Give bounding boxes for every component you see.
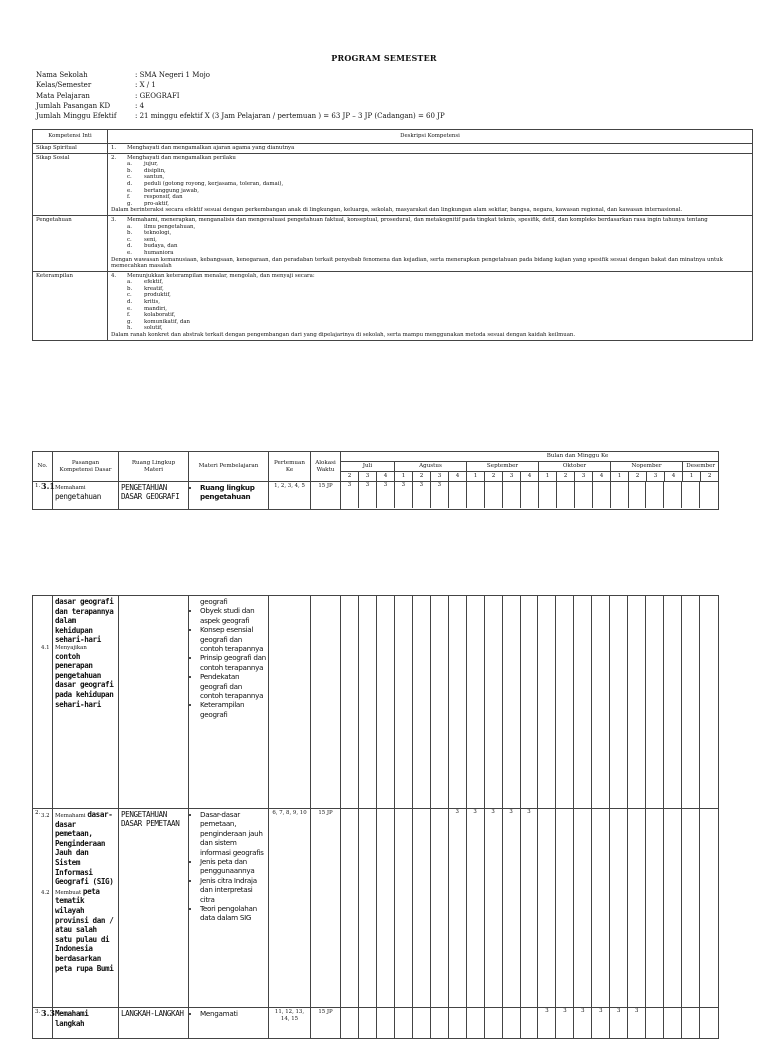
week-header: 2 <box>701 472 719 482</box>
month-header: Agustus <box>395 462 467 472</box>
list-item: b. teknologi, <box>127 230 172 237</box>
week-cell <box>610 596 628 808</box>
info-label: Nama Sekolah <box>36 71 88 79</box>
ki-description: 1. Menghayati dan mengamalkan ajaran agama yang dianutnya <box>108 144 753 154</box>
alokasi: 15 JP <box>311 1008 341 1039</box>
kd-verb: Menyajikan <box>55 644 87 651</box>
week-cell <box>538 809 556 1007</box>
kd-number: 4.1 <box>41 644 50 651</box>
header-bulan: Bulan dan Minggu Ke <box>341 452 719 462</box>
week-cell: 3 <box>503 809 521 1007</box>
month-header: Desember <box>683 462 719 472</box>
ki-name: Sikap Spiritual <box>33 144 108 154</box>
kd-verb: Membuat <box>55 889 82 896</box>
info-row <box>36 80 445 90</box>
week-cell <box>628 596 646 808</box>
week-header: 2 <box>557 472 575 482</box>
kd-cell <box>41 1008 119 1039</box>
month-header: Juli <box>341 462 395 472</box>
week-marks <box>341 596 719 809</box>
kd-verb: Memahami <box>55 813 86 819</box>
week-header: 3 <box>431 472 449 482</box>
schedule-table-header <box>32 451 719 510</box>
kd-verb: Memahami <box>55 485 86 491</box>
week-cell: 3 <box>574 1008 592 1038</box>
week-cell <box>629 482 647 508</box>
info-value: : SMA Negeri 1 Mojo <box>135 71 210 79</box>
header-alokasi: Alokasi Waktu <box>311 452 341 482</box>
week-cell <box>682 482 700 508</box>
week-cell: 3 <box>431 482 449 508</box>
row-no: 1. <box>33 482 53 510</box>
week-cell <box>682 596 700 808</box>
kd-text: tematik wilayah provinsi dan / atau salah satu pulau di Indonesia berdasarkan peta rupa Bumi <box>55 896 114 973</box>
ki-header-desc: Deskripsi Kompetensi <box>108 130 753 144</box>
materi-item: • Keterampilan geografi <box>200 700 266 719</box>
week-cell <box>556 596 574 808</box>
kompetensi-inti-table <box>32 129 753 341</box>
week-header: 2 <box>413 472 431 482</box>
info-value: : X / 1 <box>135 81 156 90</box>
kd-text: dasar pemetaan, Penginderaan Jauh dan Sistem Informasi Geografi (SIG) <box>55 819 114 887</box>
week-cell <box>682 1008 700 1038</box>
week-cell <box>539 482 557 508</box>
list-item: h. solutif, <box>127 325 163 332</box>
week-header: 1 <box>539 472 557 482</box>
pertemuan: 11, 12, 13, 14, 15 <box>269 1008 311 1039</box>
list-item: g. pro-aktif, <box>127 200 169 207</box>
info-value: : 21 minggu efektif X (3 Jam Pelajaran / pertemuan ) = 63 JP – 3 JP (Cadangan) = 60 JP <box>135 112 445 121</box>
week-cell <box>700 809 718 1007</box>
list-item: a. efektif, <box>127 279 164 286</box>
row-no: 3. <box>33 1008 53 1039</box>
week-cell <box>611 482 629 508</box>
week-cell <box>575 482 593 508</box>
week-cell <box>556 809 574 1007</box>
ruang-lingkup: PENGETAHUAN DASAR GEOGRAFI <box>119 482 189 510</box>
ruang-lingkup: PENGETAHUAN DASAR PEMETAAN <box>119 809 189 1008</box>
week-cell: 3 <box>556 1008 574 1038</box>
ki-header-name: Kompetensi Inti <box>33 130 108 144</box>
week-cell <box>485 596 503 808</box>
week-header: 4 <box>665 472 683 482</box>
list-item: c. seni, <box>127 236 157 243</box>
page-title: PROGRAM SEMESTER <box>331 53 437 63</box>
info-label: Jumlah Minggu Efektif <box>36 112 117 121</box>
materi-list <box>189 1008 269 1039</box>
week-cell <box>485 1008 503 1038</box>
week-cell <box>449 1008 467 1038</box>
info-row <box>36 101 445 111</box>
week-cell <box>395 809 413 1007</box>
kd-number: 4.2 <box>41 889 50 896</box>
week-header: 4 <box>521 472 539 482</box>
info-row <box>36 70 445 80</box>
materi-item: • Dasar-dasar pemetaan, penginderaan jauh dan sistem informasi geografis <box>200 810 266 857</box>
info-value: : 4 <box>135 101 145 110</box>
table-row <box>33 482 719 510</box>
list-item: g. komunikatif, dan <box>127 318 191 325</box>
week-cell: 3 <box>449 809 467 1007</box>
list-item: f. kolaboratif, <box>127 312 176 319</box>
week-cell <box>359 809 377 1007</box>
list-item: a. ilmu pengetahuan, <box>127 223 196 230</box>
week-cell <box>341 596 359 808</box>
table-row <box>33 596 719 809</box>
school-info <box>36 70 445 121</box>
week-cell <box>700 596 718 808</box>
week-cell <box>700 482 718 508</box>
month-header: September <box>467 462 539 472</box>
list-item: e. mandiri, <box>127 305 167 312</box>
week-cell: 3 <box>359 482 377 508</box>
week-cell <box>592 596 610 808</box>
table-row <box>33 153 753 215</box>
list-item: c. santun, <box>127 174 165 181</box>
materi-item: • Jenis peta dan penggunaannya <box>200 857 266 876</box>
list-item: c. produktif, <box>127 292 171 299</box>
week-cell <box>610 809 628 1007</box>
week-header: 3 <box>503 472 521 482</box>
week-header: 1 <box>611 472 629 482</box>
materi-item: • Jenis citra Indraja dan interpretasi citra <box>200 876 266 904</box>
week-cell <box>574 809 592 1007</box>
ki-name: Pengetahuan <box>33 215 108 271</box>
week-header: 3 <box>647 472 665 482</box>
info-row <box>36 91 445 101</box>
week-cell <box>485 482 503 508</box>
week-cell <box>664 1008 682 1038</box>
week-cell <box>413 809 431 1007</box>
pertemuan: 6, 7, 8, 9, 10 <box>269 809 311 1008</box>
list-item: b. kreatif, <box>127 285 164 292</box>
header-ruang: Ruang Lingkup Materi <box>119 452 189 482</box>
kd-text: dasar geografi dan terapannya dalam kehidupan sehari-hari <box>55 597 114 645</box>
info-row <box>36 111 445 121</box>
week-cell <box>413 596 431 808</box>
week-cell <box>359 596 377 808</box>
list-item: b. disiplin, <box>127 167 166 174</box>
header-pertemuan: Pertemuan Ke <box>269 452 311 482</box>
week-header: 4 <box>593 472 611 482</box>
week-cell <box>664 596 682 808</box>
week-cell: 3 <box>485 809 503 1007</box>
week-cell: 3 <box>377 482 395 508</box>
week-header: 1 <box>683 472 701 482</box>
kd-number: 3.1 <box>41 481 55 491</box>
week-marks <box>341 482 719 510</box>
week-cell <box>377 809 395 1007</box>
materi-item: • Mengamati <box>200 1009 266 1018</box>
week-cell <box>431 596 449 808</box>
month-header: Nopember <box>611 462 683 472</box>
week-cell <box>395 1008 413 1038</box>
week-cell <box>521 1008 539 1038</box>
ki-name: Sikap Sosial <box>33 153 108 215</box>
table-row <box>33 1008 719 1039</box>
week-marks <box>341 809 719 1008</box>
week-marks <box>341 1008 719 1039</box>
week-cell: 3 <box>538 1008 556 1038</box>
week-header: 3 <box>359 472 377 482</box>
week-cell <box>593 482 611 508</box>
materi-item: • Prinsip geografi dan contoh terapannya <box>200 653 266 672</box>
kd-text: pengetahuan <box>55 491 101 501</box>
info-label: Jumlah Pasangan KD <box>36 101 111 110</box>
week-header: 1 <box>395 472 413 482</box>
materi-item: • Teori pengolahan data dalam SIG <box>200 904 266 923</box>
info-label: Mata Pelajaran <box>36 91 90 100</box>
month-header: Oktober <box>539 462 611 472</box>
ki-description: 4. Menunjukkan keterampilan menalar, mengolah, dan menyaji secara: a. efektif, b. kreatif, c. produktif, d. kritis, e. mandiri, f. kolaboratif, g. komunikatif, dan h. solutif, Dalam ranah konkret dan abstrak terkait dengan pengembangan dari yang dipelajarinya di sekolah, serta mampu menggunakan metoda sesuai dengan kaidah keilmuan. <box>108 271 753 340</box>
week-header: 1 <box>467 472 485 482</box>
week-cell <box>664 809 682 1007</box>
materi-list: geografi • Obyek studi dan aspek geografi • Konsep esensial geografi dan contoh terapannya • Prinsip geografi dan contoh terapannya • Pendekatan geografi dan contoh terapannya • Keterampilan geografi <box>189 596 269 809</box>
week-cell: 3 <box>413 482 431 508</box>
week-cell: 3 <box>592 1008 610 1038</box>
ki-name: Keterampilan <box>33 271 108 340</box>
header-no: No. <box>33 452 53 482</box>
schedule-table-body <box>32 595 719 1039</box>
ki-description: 2. Menghayati dan mengamalkan perilaku a. jujur, b. disiplin, c. santun, d. peduli (gotong royong, kerjasama, toleran, damai), e. bertanggung jawab, f. responsif, dan g. pro-aktif, Dalam berinteraksi secara efektif sesuai dengan perkembangan anak di lingkungan, keluarga, sekolah, masyarakat dan lingkungan alam sekitar, bangsa, negara, kawasan regional, dan kawasan internasional. <box>108 153 753 215</box>
week-cell <box>395 596 413 808</box>
list-item: d. peduli (gotong royong, kerjasama, toleran, damai), <box>127 180 284 187</box>
week-header: 3 <box>575 472 593 482</box>
week-cell <box>646 1008 664 1038</box>
week-cell <box>628 809 646 1007</box>
header-kd: Pasangan Kompetensi Dasar <box>53 452 119 482</box>
week-cell <box>646 596 664 808</box>
list-item: d. budaya, dan <box>127 243 178 250</box>
week-cell <box>341 1008 359 1038</box>
week-header: 4 <box>449 472 467 482</box>
week-cell <box>377 1008 395 1038</box>
info-value: : GEOGRAFI <box>135 91 180 100</box>
week-cell <box>700 1008 718 1038</box>
week-header: 2 <box>341 472 359 482</box>
alokasi: 15 JP <box>311 809 341 1008</box>
week-cell <box>503 1008 521 1038</box>
ruang-lingkup: LANGKAH-LANGKAH <box>119 1008 189 1039</box>
week-cell <box>503 482 521 508</box>
list-item: a. jujur, <box>127 161 158 168</box>
row-no: 2. <box>33 809 53 1008</box>
materi-item: • Pendekatan geografi dan contoh terapannya <box>200 672 266 700</box>
week-cell: 3 <box>395 482 413 508</box>
week-cell <box>413 1008 431 1038</box>
list-item: e. bertanggung jawab, <box>127 187 199 194</box>
week-cell <box>341 809 359 1007</box>
week-cell <box>467 1008 485 1038</box>
week-cell <box>359 1008 377 1038</box>
kd-cell <box>41 596 119 809</box>
week-cell <box>646 482 664 508</box>
week-cell <box>467 482 485 508</box>
week-cell <box>682 809 700 1007</box>
week-cell <box>503 596 521 808</box>
week-cell: 3 <box>341 482 359 508</box>
week-cell: 3 <box>521 809 539 1007</box>
table-row <box>33 215 753 271</box>
alokasi: 15 JP <box>311 482 341 510</box>
week-cell <box>592 809 610 1007</box>
kd-text: Memahami langkah <box>55 1009 89 1028</box>
kd-cell <box>41 481 119 510</box>
week-header: 4 <box>377 472 395 482</box>
header-materi: Materi Pembelajaran <box>189 452 269 482</box>
week-cell <box>646 809 664 1007</box>
kd-cell: 3.2 Memahami dasar- dasar pemetaan, Penginderaan Jauh dan Sistem Informasi Geografi (SIG) 4.2 Membuat peta tematik wilayah provinsi dan / atau salah satu pulau di Indonesia berdasarkan peta rupa Bumi <box>53 809 119 1008</box>
week-cell <box>521 596 539 808</box>
week-cell <box>431 809 449 1007</box>
week-cell <box>431 1008 449 1038</box>
week-header: 2 <box>629 472 647 482</box>
kd-text: contoh penerapan pengetahuan dasar geografi pada kehidupan sehari-hari <box>55 651 114 709</box>
week-cell: 3 <box>467 809 485 1007</box>
week-cell <box>449 482 467 508</box>
info-label: Kelas/Semester <box>36 81 92 90</box>
week-cell: 3 <box>610 1008 628 1038</box>
table-row <box>33 809 719 1008</box>
materi-item: • Konsep esensial geografi dan contoh terapannya <box>200 625 266 653</box>
list-item: f. responsif, dan <box>127 194 183 201</box>
week-header: 2 <box>485 472 503 482</box>
list-item: d. kritis, <box>127 299 160 306</box>
week-cell <box>377 596 395 808</box>
week-cell <box>538 596 556 808</box>
week-cell <box>449 596 467 808</box>
pertemuan: 1, 2, 3, 4, 5 <box>269 482 311 510</box>
table-row <box>33 271 753 340</box>
kd-number: 3.3 <box>41 1008 55 1018</box>
week-cell <box>574 596 592 808</box>
week-cell <box>467 596 485 808</box>
materi-item: • Ruang lingkup pengetahuan <box>200 483 266 502</box>
week-cell <box>664 482 682 508</box>
week-cell <box>557 482 575 508</box>
kd-number: 3.2 <box>41 813 50 819</box>
table-row <box>33 144 753 154</box>
materi-list <box>189 809 269 1008</box>
list-item: e. humaniora <box>127 249 174 256</box>
ki-description: 3. Memahami, menerapkan, menganalisis dan mengevaluasi pengetahuan faktual, konseptual, prosedural, dan metakognitif pada tingkat teknis, spesifik, detil, dan kompleks berdasarkan rasa ingin tahunya tentang a. ilmu pengetahuan, b. teknologi, c. seni, d. budaya, dan e. humaniora Dengan wawasan kemanusiaan, kebangsaan, kenegaraan, dan peradaban terkait penyebab fenomena dan kejadian, serta menerapkan pengetahuan pada bidang kajian yang spesifik sesuai dengan bakat dan minatnya untuk memecahkan masalah <box>108 215 753 271</box>
materi-item: • Obyek studi dan aspek geografi <box>200 606 266 625</box>
week-cell <box>521 482 539 508</box>
week-cell: 3 <box>628 1008 646 1038</box>
